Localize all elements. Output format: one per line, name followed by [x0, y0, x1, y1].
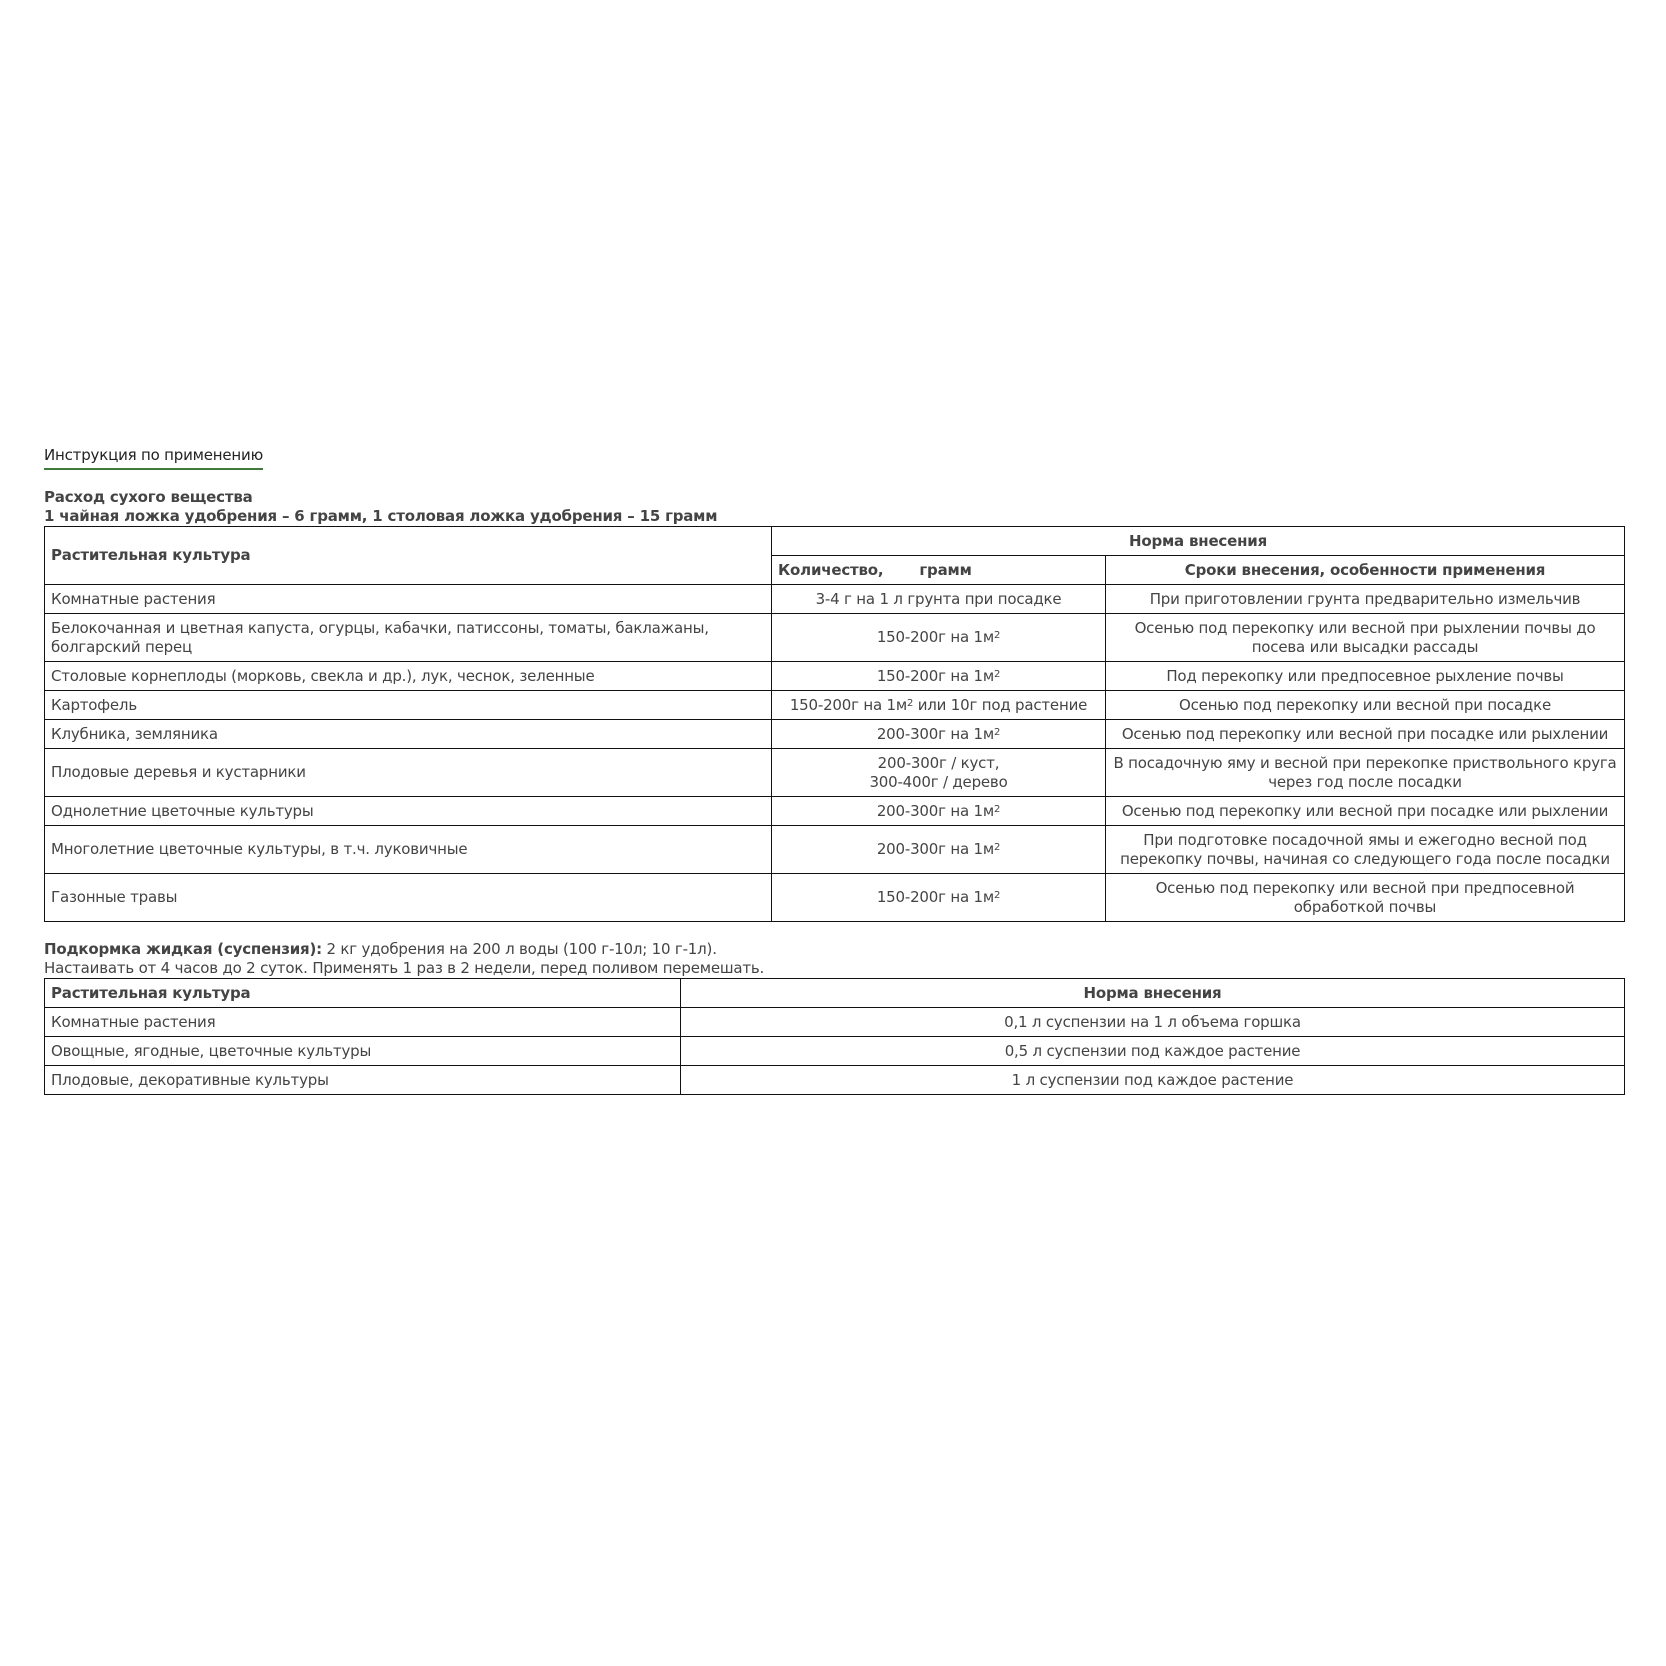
timing-cell: Осенью под перекопку или весной при предпосевной обработкой почвы — [1106, 874, 1625, 922]
quantity-cell — [772, 874, 1106, 922]
liquid-text: 2 кг удобрения на 200 л воды (100 г-10л; 10 г-1л). — [321, 940, 717, 958]
tab-instructions[interactable]: Инструкция по применению — [44, 446, 263, 470]
rate-cell: 0,5 л суспензии под каждое растение — [681, 1037, 1625, 1066]
table-row — [45, 749, 1625, 797]
header-application-rate: Норма внесения — [772, 527, 1625, 556]
dry-heading: Расход сухого вещества — [44, 488, 253, 506]
timing-cell: Осенью под перекопку или весной при посадке или рыхлении — [1106, 720, 1625, 749]
crop-cell: Овощные, ягодные, цветочные культуры — [45, 1037, 681, 1066]
header-application-rate: Норма внесения — [681, 979, 1625, 1008]
timing-cell: Осенью под перекопку или весной при посадке или рыхлении — [1106, 797, 1625, 826]
dry-subheading: 1 чайная ложка удобрения – 6 грамм, 1 столовая ложка удобрения – 15 грамм — [44, 507, 718, 525]
quantity-superscript: 2 — [906, 697, 914, 709]
dry-intro — [44, 488, 1624, 526]
table-row — [45, 1037, 1625, 1066]
timing-cell: Под перекопку или предпосевное рыхление почвы — [1106, 662, 1625, 691]
header-quantity-label: Количество, — [778, 560, 884, 579]
header-quantity-unit: грамм — [919, 560, 972, 579]
header-timing: Сроки внесения, особенности применения — [1106, 556, 1625, 585]
timing-cell: В посадочную яму и весной при перекопке приствольного круга через год после посадки — [1106, 749, 1625, 797]
crop-cell: Картофель — [45, 691, 772, 720]
instructions-panel — [44, 446, 1624, 1095]
quantity-cell — [772, 720, 1106, 749]
crop-cell: Многолетние цветочные культуры, в т.ч. луковичные — [45, 826, 772, 874]
quantity-superscript: 2 — [993, 726, 1001, 738]
table-row — [45, 614, 1625, 662]
crop-cell: Плодовые деревья и кустарники — [45, 749, 772, 797]
quantity-value: 200-300г / куст, — [877, 753, 1000, 772]
crop-cell: Плодовые, декоративные культуры — [45, 1066, 681, 1095]
table-row — [45, 826, 1625, 874]
quantity-value: 150-200г на 1м — [876, 628, 994, 646]
table-header-row — [45, 979, 1625, 1008]
crop-cell: Комнатные растения — [45, 585, 772, 614]
header-crop: Растительная культура — [45, 979, 681, 1008]
table-row — [45, 874, 1625, 922]
table-header-row — [45, 527, 1625, 556]
quantity-value: 200-300г на 1м — [876, 801, 994, 820]
crop-cell: Однолетние цветочные культуры — [45, 797, 772, 826]
quantity-cell — [772, 585, 1106, 614]
quantity-cell — [772, 826, 1106, 874]
quantity-value: 150-200г на 1м — [876, 888, 994, 906]
liquid-label: Подкормка жидкая (суспензия) — [44, 940, 317, 958]
quantity-superscript: 2 — [993, 890, 1001, 901]
table-row — [45, 662, 1625, 691]
quantity-value: 3-4 г на 1 л грунта при посадке — [815, 589, 1062, 608]
rate-cell: 1 л суспензии под каждое растение — [681, 1066, 1625, 1095]
liquid-line-2: Настаивать от 4 часов до 2 суток. Применять 1 раз в 2 недели, перед поливом перемешать. — [44, 959, 765, 977]
quantity-value: 200-300г на 1м — [876, 724, 994, 743]
crop-cell: Газонные травы — [45, 874, 772, 922]
liquid-application-table — [44, 978, 1625, 1095]
crop-cell: Клубника, земляника — [45, 720, 772, 749]
timing-cell: При подготовке посадочной ямы и ежегодно весной под перекопку почвы, начиная со следующего года после посадки — [1106, 826, 1625, 874]
dry-application-table — [44, 526, 1625, 922]
quantity-tail: или 10г под растение — [913, 695, 1088, 714]
quantity-value: 200-300г на 1м — [876, 840, 994, 858]
table-row — [45, 720, 1625, 749]
quantity-cell — [772, 691, 1106, 720]
timing-cell: Осенью под перекопку или весной при посадке — [1106, 691, 1625, 720]
quantity-cell — [772, 662, 1106, 691]
liquid-line-1 — [44, 940, 1624, 959]
timing-cell: При приготовлении грунта предварительно измельчив — [1106, 585, 1625, 614]
table-row — [45, 1008, 1625, 1037]
header-quantity — [772, 556, 1106, 585]
crop-cell: Комнатные растения — [45, 1008, 681, 1037]
crop-cell: Столовые корнеплоды (морковь, свекла и др.), лук, чеснок, зеленные — [45, 662, 772, 691]
quantity-superscript: 2 — [993, 668, 1001, 680]
quantity-cell — [772, 797, 1106, 826]
quantity-cell — [772, 614, 1106, 662]
table-row — [45, 1066, 1625, 1095]
quantity-cell — [772, 749, 1106, 797]
quantity-value: 150-200г на 1м — [789, 695, 907, 714]
quantity-value: 150-200г на 1м — [876, 666, 994, 685]
liquid-intro — [44, 940, 1624, 978]
quantity-value-2: 300-400г / дерево — [869, 772, 1008, 791]
rate-cell: 0,1 л суспензии на 1 л объема горшка — [681, 1008, 1625, 1037]
liquid-label-colon: : — [316, 940, 322, 958]
timing-cell: Осенью под перекопку или весной при рыхлении почвы до посева или высадки рассады — [1106, 614, 1625, 662]
crop-cell: Белокочанная и цветная капуста, огурцы, кабачки, патиссоны, томаты, баклажаны, болгарский перец — [45, 614, 772, 662]
quantity-superscript: 2 — [993, 803, 1001, 815]
header-crop: Растительная культура — [45, 527, 772, 585]
table-row — [45, 797, 1625, 826]
quantity-superscript: 2 — [993, 630, 1001, 641]
quantity-superscript: 2 — [993, 842, 1001, 853]
table-row — [45, 585, 1625, 614]
table-row — [45, 691, 1625, 720]
